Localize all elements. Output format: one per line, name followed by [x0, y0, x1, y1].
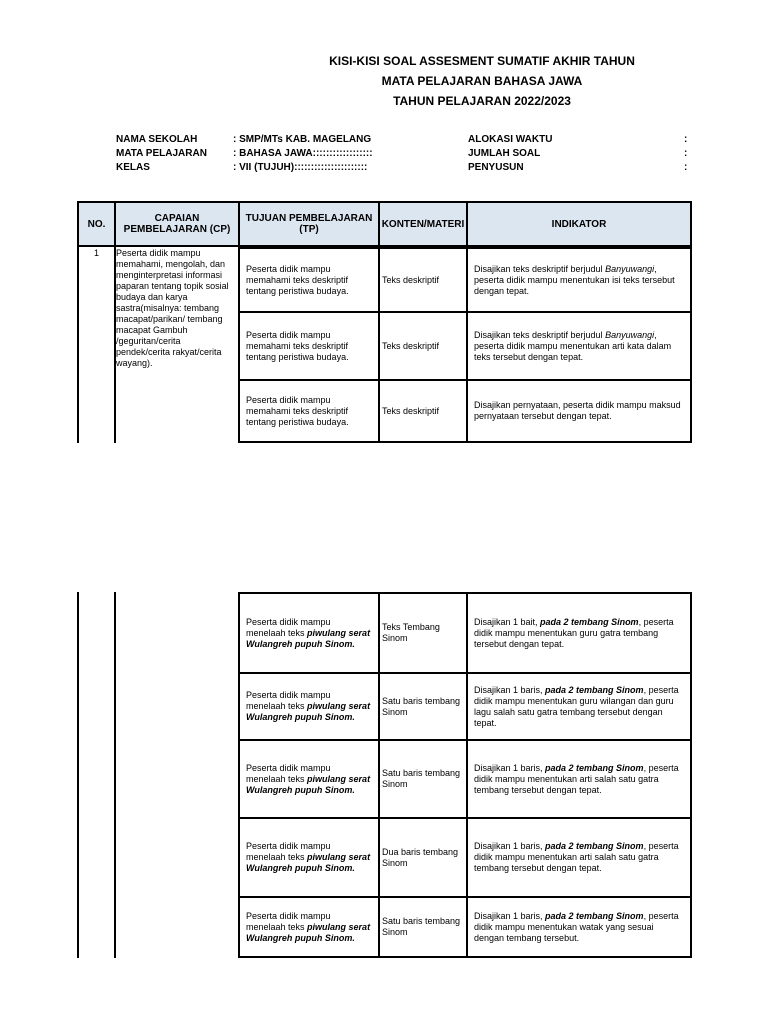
indikator-text	[474, 400, 684, 422]
indikator-part: , peserta didik mampu menentukan arti kata dalam teks tersebut dengan tepat.	[474, 329, 672, 362]
konten-cell: Satu baris tembang Sinom	[378, 672, 468, 741]
indikator-part: , peserta didik mampu menentukan isi teks tersebut dengan tepat.	[474, 263, 675, 296]
penyusun-colon: :	[684, 162, 688, 173]
table-border-left-b	[77, 592, 79, 958]
jumlah-colon: :	[684, 148, 688, 159]
tp-part: Peserta didik mampu menelaah teks	[246, 910, 331, 932]
kelas-value: : VII (TUJUH)::::::::::::::::::::::	[233, 162, 368, 173]
indikator-part: , peserta didik mampu menentukan arti salah satu gatra tembang tersebut dengan tepat.	[474, 841, 679, 873]
header-tp: TUJUAN PEMBELAJARAN (TP)	[238, 201, 380, 247]
indikator-cell	[466, 379, 692, 443]
tp-cell: Peserta didik mampu memahami teks deskriptif tentang peristiwa budaya.	[238, 379, 380, 443]
konten-cell: Teks Tembang Sinom	[378, 592, 468, 674]
indikator-emphasis: pada 2 tembang Sinom	[545, 762, 644, 773]
tp-text	[246, 690, 372, 723]
tp-emphasis: piwulang serat Wulangreh pupuh Sinom.	[246, 701, 371, 722]
table-border-no-cp-b	[114, 592, 116, 958]
table-border-left	[77, 247, 79, 443]
nama-sekolah-label: NAMA SEKOLAH	[116, 134, 198, 145]
indikator-emphasis: pada 2 tembang Sinom	[545, 684, 644, 695]
tp-cell	[238, 592, 380, 674]
tp-part: Peserta didik mampu menelaah teks	[246, 762, 331, 784]
indikator-emphasis: Banyuwangi	[605, 329, 655, 340]
kelas-label: KELAS	[116, 162, 150, 173]
indikator-emphasis: pada 2 tembang Sinom	[545, 841, 644, 851]
tp-text	[246, 617, 372, 650]
header-konten: KONTEN/MATERI	[378, 201, 468, 247]
row-number: 1	[93, 248, 99, 258]
indikator-cell	[466, 247, 692, 313]
tp-cell	[238, 817, 380, 898]
document-year: TAHUN PELAJARAN 2022/2023	[393, 94, 571, 108]
tp-part: Peserta didik mampu menelaah teks	[246, 841, 331, 862]
tp-part: Peserta didik mampu menelaah teks	[246, 616, 331, 638]
tp-part: Peserta didik mampu menelaah teks	[246, 690, 331, 711]
indikator-emphasis: pada 2 tembang Sinom	[545, 910, 644, 921]
meta-labels-left	[116, 133, 207, 175]
tp-cell	[238, 896, 380, 958]
indikator-part: Disajikan 1 bait,	[474, 616, 541, 627]
konten-cell: Teks deskriptif	[378, 311, 468, 381]
tp-cell	[238, 739, 380, 819]
indikator-emphasis: Banyuwangi	[605, 263, 655, 274]
indikator-part: Disajikan 1 baris,	[474, 841, 546, 851]
header-indikator: INDIKATOR	[466, 201, 692, 247]
tp-text	[246, 841, 372, 874]
indikator-part: Disajikan 1 baris,	[474, 762, 546, 773]
indikator-part: Disajikan pernyataan, peserta didik mampu maksud pernyataan tersebut dengan tepat.	[474, 400, 681, 421]
indikator-text	[474, 841, 684, 874]
tp-emphasis: piwulang serat Wulangreh pupuh Sinom.	[246, 852, 371, 873]
tp-text	[246, 911, 372, 944]
meta-labels-right	[468, 133, 552, 175]
indikator-text	[474, 264, 684, 297]
indikator-cell	[466, 592, 692, 674]
jumlah-label: JUMLAH SOAL	[468, 148, 541, 159]
penyusun-label: PENYUSUN	[468, 162, 524, 173]
tp-emphasis: piwulang serat Wulangreh pupuh Sinom.	[246, 627, 371, 649]
mapel-label: MATA PELAJARAN	[116, 148, 207, 159]
konten-cell: Teks deskriptif	[378, 379, 468, 443]
indikator-text	[474, 763, 684, 796]
indikator-emphasis: pada 2 tembang Sinom	[540, 616, 639, 627]
document-title: KISI-KISI SOAL ASSESMENT SUMATIF AKHIR TAHUN	[329, 54, 635, 68]
konten-cell: Teks deskriptif	[378, 247, 468, 313]
konten-cell: Satu baris tembang Sinom	[378, 739, 468, 819]
indikator-part: Disajikan teks deskriptif berjudul	[474, 329, 606, 340]
document-subtitle: MATA PELAJARAN BAHASA JAWA	[381, 74, 583, 88]
header-cp: CAPAIAN PEMBELAJARAN (CP)	[114, 201, 240, 247]
tp-emphasis: piwulang serat Wulangreh pupuh Sinom.	[246, 921, 371, 943]
tp-cell: Peserta didik mampu memahami teks deskriptif tentang peristiwa budaya.	[238, 311, 380, 381]
tp-cell	[238, 672, 380, 741]
indikator-cell	[466, 817, 692, 898]
indikator-part: , peserta didik mampu menentukan guru wilangan dan guru lagu salah satu gatra tembang tersebut dengan tepat.	[474, 684, 679, 728]
tp-cell: Peserta didik mampu memahami teks deskriptif tentang peristiwa budaya.	[238, 247, 380, 313]
alokasi-label: ALOKASI WAKTU	[468, 134, 553, 145]
mapel-value: : BAHASA JAWA::::::::::::::::::	[233, 148, 373, 159]
konten-cell: Dua baris tembang Sinom	[378, 817, 468, 898]
cp-text: Peserta didik mampu memahami, mengolah, dan menginterpretasi informasi paparan tentang topik sosial budaya dan karya sastra(misalnya: tembang macapat/parikan/ tembang macapat Gambuh /geguritan/cerita pendek/cerita rakyat/cerita wayang).	[116, 248, 229, 368]
meta-colons-right	[684, 133, 687, 175]
indikator-text	[474, 911, 684, 944]
tp-emphasis: piwulang serat Wulangreh pupuh Sinom.	[246, 773, 371, 795]
konten-cell: Satu baris tembang Sinom	[378, 896, 468, 958]
indikator-part: , peserta didik mampu menentukan arti salah satu gatra tembang tersebut dengan tepat.	[474, 762, 679, 795]
indikator-part: Disajikan teks deskriptif berjudul	[474, 263, 606, 274]
indikator-part: , peserta didik mampu menentukan watak yang sesuai dengan tembang tersebut.	[474, 910, 679, 943]
indikator-cell	[466, 672, 692, 741]
header-no: NO.	[77, 201, 116, 247]
indikator-cell	[466, 896, 692, 958]
indikator-text	[474, 617, 684, 650]
indikator-part: , peserta didik mampu menentukan guru gatra tembang tersebut dengan tepat.	[474, 616, 674, 649]
indikator-cell	[466, 739, 692, 819]
meta-values-left	[233, 133, 373, 175]
indikator-text	[474, 685, 684, 729]
alokasi-colon: :	[684, 134, 688, 145]
indikator-part: Disajikan 1 baris,	[474, 910, 546, 921]
indikator-part: Disajikan 1 baris,	[474, 684, 546, 695]
nama-sekolah-value: : SMP/MTs KAB. MAGELANG	[233, 134, 372, 145]
tp-text	[246, 763, 372, 796]
indikator-text	[474, 330, 684, 363]
indikator-cell	[466, 311, 692, 381]
